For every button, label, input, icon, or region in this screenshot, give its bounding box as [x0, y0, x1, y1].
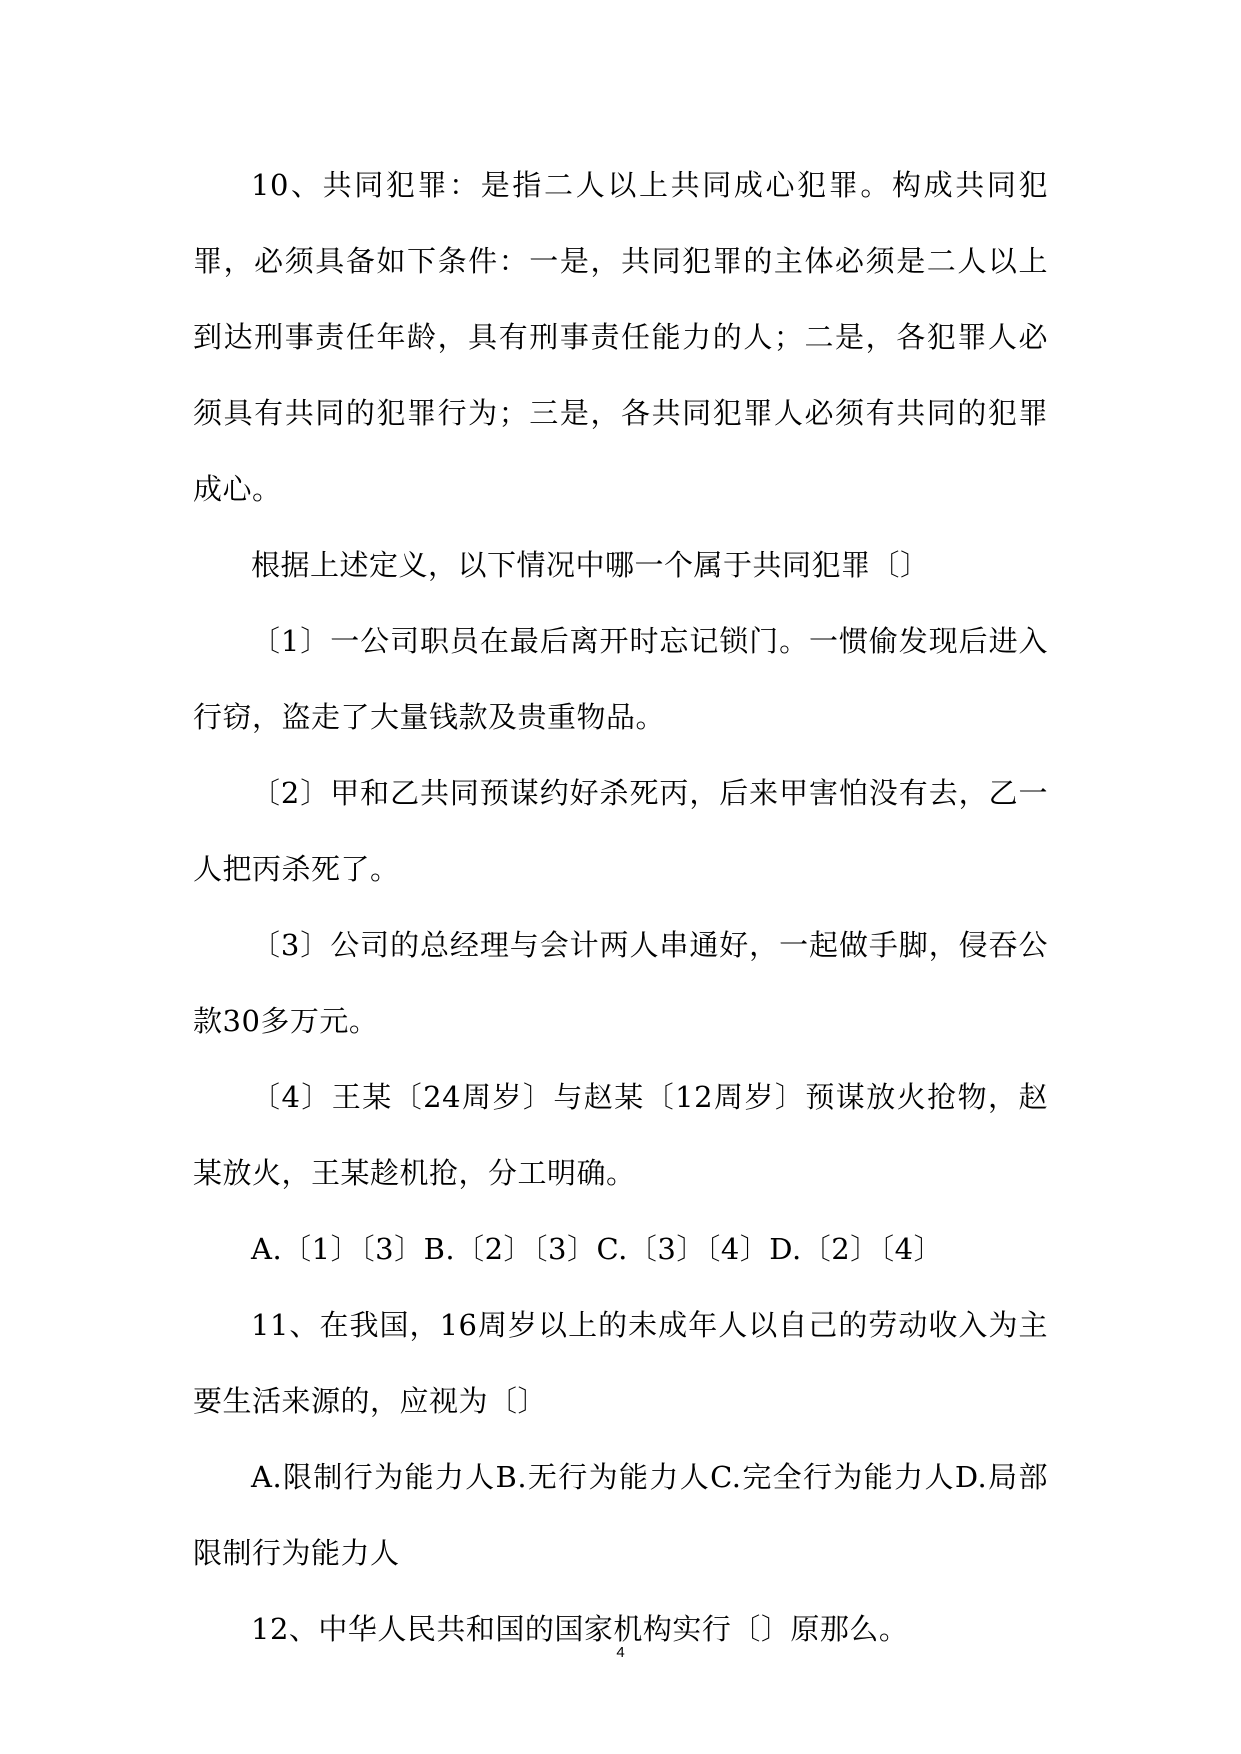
- question-10-options: A.〔1〕〔3〕B.〔2〕〔3〕C.〔3〕〔4〕D.〔2〕〔4〕: [251, 1232, 944, 1266]
- question-10-case-2: 〔2〕甲和乙共同预谋约好杀死丙，后来甲害怕没有去，乙一人把丙杀死了。: [193, 776, 1048, 886]
- question-10-prompt: 根据上述定义，以下情况中哪一个属于共同犯罪〔〕: [251, 548, 930, 582]
- question-10-case-4: 〔4〕王某〔24周岁〕与赵某〔12周岁〕预谋放火抢物，赵某放火，王某趁机抢，分工明确。: [193, 1080, 1048, 1190]
- question-11-stem: 11、在我国，16周岁以上的未成年人以自己的劳动收入为主要生活来源的，应视为〔〕: [193, 1308, 1048, 1418]
- question-12-stem: 12、中华人民共和国的国家机构实行〔〕原那么。: [251, 1612, 909, 1646]
- page-number: 4: [616, 1644, 625, 1661]
- question-10-case-3: 〔3〕公司的总经理与会计两人串通好，一起做手脚，侵吞公款30多万元。: [193, 928, 1048, 1038]
- question-10-stem: 10、共同犯罪：是指二人以上共同成心犯罪。构成共同犯罪，必须具备如下条件：一是，共同犯罪的主体必须是二人以上到达刑事责任年龄，具有刑事责任能力的人；二是，各犯罪人必须具有共同的犯罪行为；三是，各共同犯罪人必须有共同的犯罪成心。: [193, 168, 1048, 506]
- page-body: [193, 147, 1048, 1667]
- question-10-case-1: 〔1〕一公司职员在最后离开时忘记锁门。一惯偷发现后进入行窃，盗走了大量钱款及贵重物品。: [193, 624, 1048, 734]
- question-11-options: A.限制行为能力人B.无行为能力人C.完全行为能力人D.局部限制行为能力人: [193, 1460, 1048, 1570]
